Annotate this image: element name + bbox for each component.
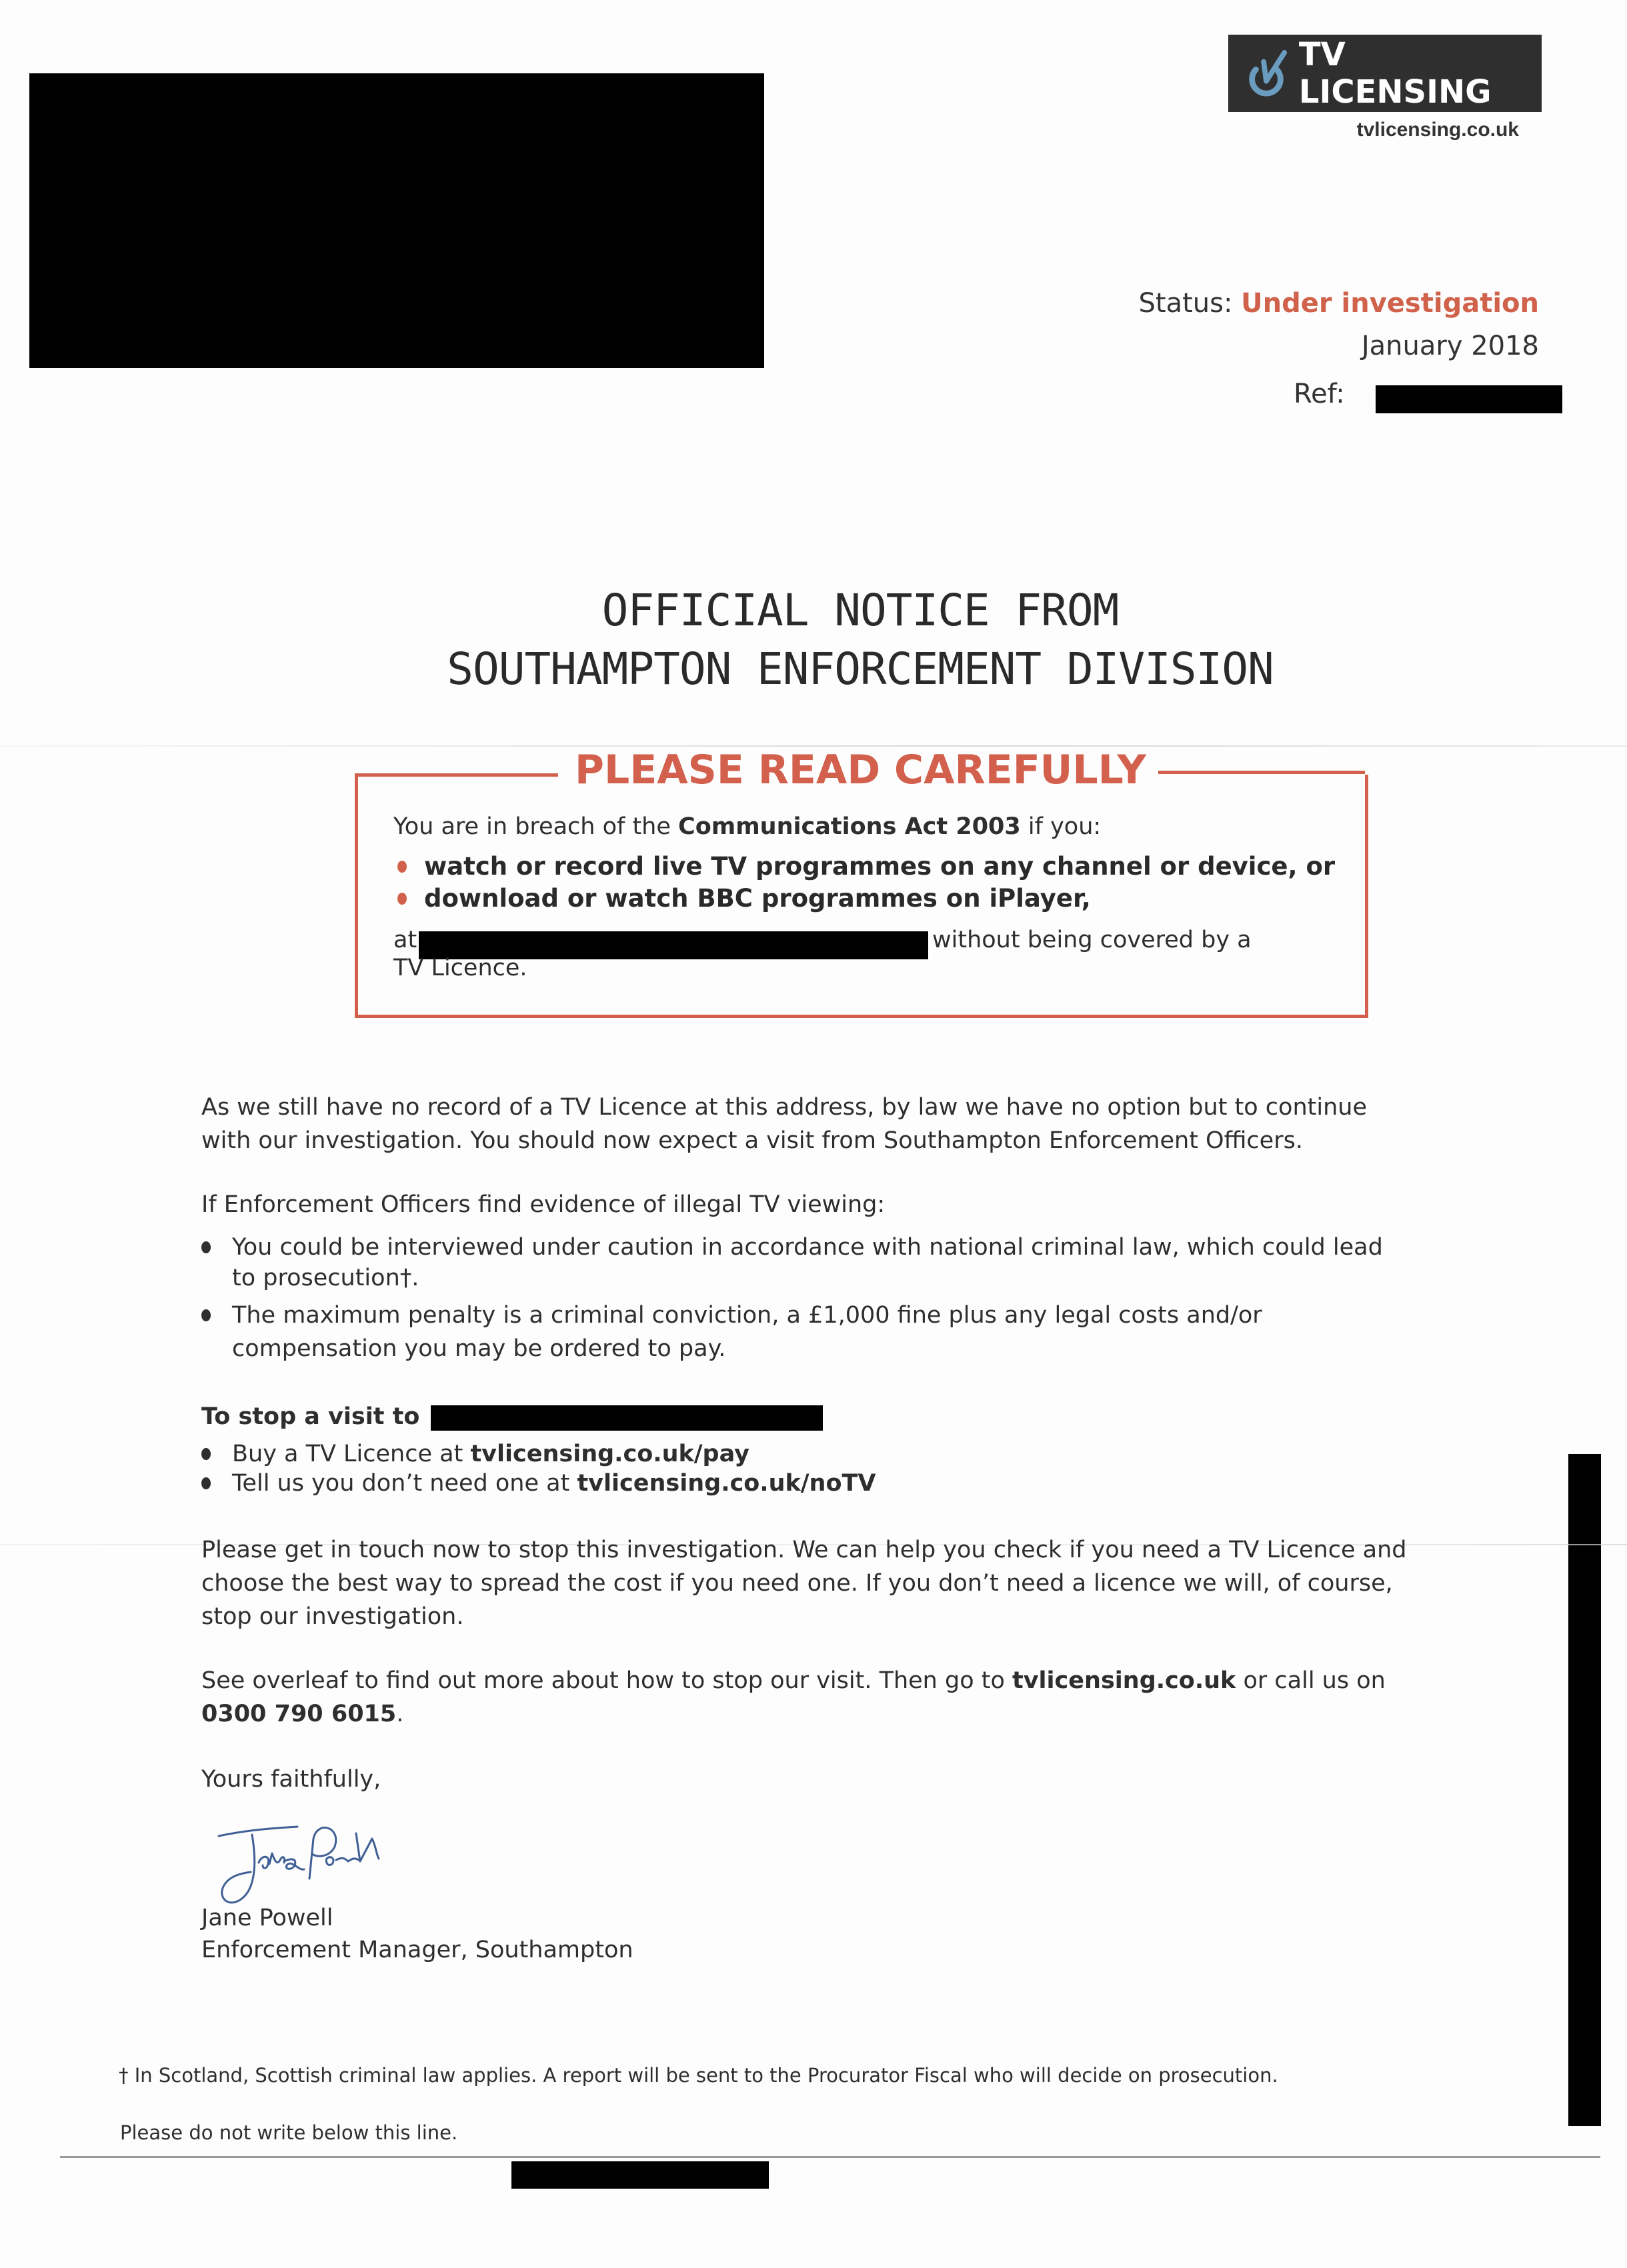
logo-website: tvlicensing.co.uk — [1356, 119, 1519, 141]
logo-text: TV LICENSING — [1298, 36, 1492, 111]
signatory-role: Enforcement Manager, Southampton — [201, 1937, 633, 1963]
red-bullet-icon — [397, 861, 407, 873]
redacted-bottom-code — [511, 2161, 769, 2189]
evidence-bullet-2 — [201, 1299, 1468, 1365]
paragraph-line: with our investigation. You should now expect a visit from Southampton Enforcement Officers. — [201, 1127, 1303, 1154]
evidence-intro: If Enforcement Officers find evidence of illegal TV viewing: — [201, 1191, 886, 1218]
paragraph-line: As we still have no record of a TV Licence at this address, by law we have no option but to continue — [201, 1094, 1367, 1121]
phone-suffix: . — [396, 1701, 404, 1727]
title-line-1: OFFICIAL NOTICE FROM — [601, 585, 1119, 636]
notice-without-text: without being covered by a — [932, 927, 1252, 953]
notice-box-top-border-left — [355, 773, 558, 777]
overleaf-text: See overleaf to find out more about how to stop our visit. Then go to — [201, 1667, 1013, 1694]
bullet-icon — [201, 1241, 211, 1253]
footnote-scotland: † In Scotland, Scottish criminal law applies. A report will be sent to the Procurator Fiscal who will decide on prosecution. — [119, 2064, 1278, 2087]
notice-bullet-2 — [397, 884, 1091, 913]
status-line — [1139, 288, 1539, 319]
reference-label: Ref: — [1294, 379, 1345, 409]
redacted-reference-number — [1376, 385, 1562, 413]
stop-visit-heading: To stop a visit to — [201, 1403, 420, 1430]
contact-paragraph — [201, 1533, 1468, 1633]
letter-date: January 2018 — [1361, 331, 1539, 361]
page-title — [0, 581, 1627, 699]
bullet-text: Tell us you don’t need one at — [232, 1470, 577, 1497]
bullet-line: to prosecution†. — [232, 1265, 419, 1291]
tv-licensing-check-power-icon — [1244, 47, 1290, 100]
notice-intro-text: You are in breach of the — [393, 813, 679, 840]
bullet-line: The maximum penalty is a criminal conviction, a £1,000 fine plus any legal costs and/or — [232, 1302, 1262, 1329]
signatory-name: Jane Powell — [201, 1905, 333, 1931]
overleaf-paragraph — [201, 1664, 1468, 1731]
paragraph-line: stop our investigation. — [201, 1603, 464, 1630]
bullet-text: Buy a TV Licence at — [232, 1441, 471, 1467]
notice-at-label: at — [393, 927, 417, 953]
phone-number[interactable]: 0300 790 6015 — [201, 1701, 397, 1727]
evidence-bullet-1 — [201, 1231, 1468, 1295]
red-bullet-icon — [397, 893, 407, 905]
stop-bullet-buy — [201, 1437, 1468, 1471]
overleaf-text-suffix: or call us on — [1236, 1667, 1386, 1694]
act-name: Communications Act 2003 — [678, 813, 1021, 840]
notice-heading: PLEASE READ CAREFULLY — [575, 747, 1146, 793]
notice-bullet-text: download or watch BBC programmes on iPlayer, — [424, 884, 1091, 913]
pay-link[interactable]: tvlicensing.co.uk/pay — [470, 1441, 749, 1467]
notice-bullet-text: watch or record live TV programmes on any channel or device, or — [424, 852, 1336, 881]
bullet-icon — [201, 1309, 211, 1321]
bullet-line: You could be interviewed under caution in accordance with national criminal law, which could lead — [232, 1234, 1383, 1261]
notice-intro — [393, 813, 1101, 840]
bullet-icon — [201, 1477, 211, 1489]
bullet-icon — [201, 1448, 211, 1460]
website-link[interactable]: tvlicensing.co.uk — [1012, 1667, 1236, 1694]
notice-box-top-border-right — [1158, 771, 1365, 774]
notice-bullet-1 — [397, 852, 1335, 881]
status-badge: Under investigation — [1241, 288, 1539, 319]
notice-intro-suffix: if you: — [1020, 813, 1102, 840]
notv-link[interactable]: tvlicensing.co.uk/noTV — [577, 1470, 876, 1497]
investigation-paragraph — [201, 1091, 1468, 1157]
tv-licensing-logo — [1228, 35, 1542, 112]
status-label: Status: — [1138, 288, 1233, 319]
paragraph-line: Please get in touch now to stop this investigation. We can help you check if you need a TV Licence and — [201, 1537, 1407, 1563]
notice-licence-text: TV Licence. — [393, 955, 527, 981]
do-not-write-notice: Please do not write below this line. — [120, 2121, 458, 2144]
paragraph-line: choose the best way to spread the cost if you need one. If you don’t need a licence we will, of course, — [201, 1570, 1393, 1597]
bullet-line: compensation you may be ordered to pay. — [232, 1335, 726, 1362]
title-line-2: SOUTHAMPTON ENFORCEMENT DIVISION — [447, 643, 1274, 695]
redacted-side-barcode — [1568, 1454, 1601, 2126]
stop-bullet-notv — [201, 1467, 1468, 1500]
redacted-recipient-address — [29, 73, 764, 368]
tear-off-rule — [60, 2156, 1600, 2158]
closing: Yours faithfully, — [201, 1766, 381, 1793]
